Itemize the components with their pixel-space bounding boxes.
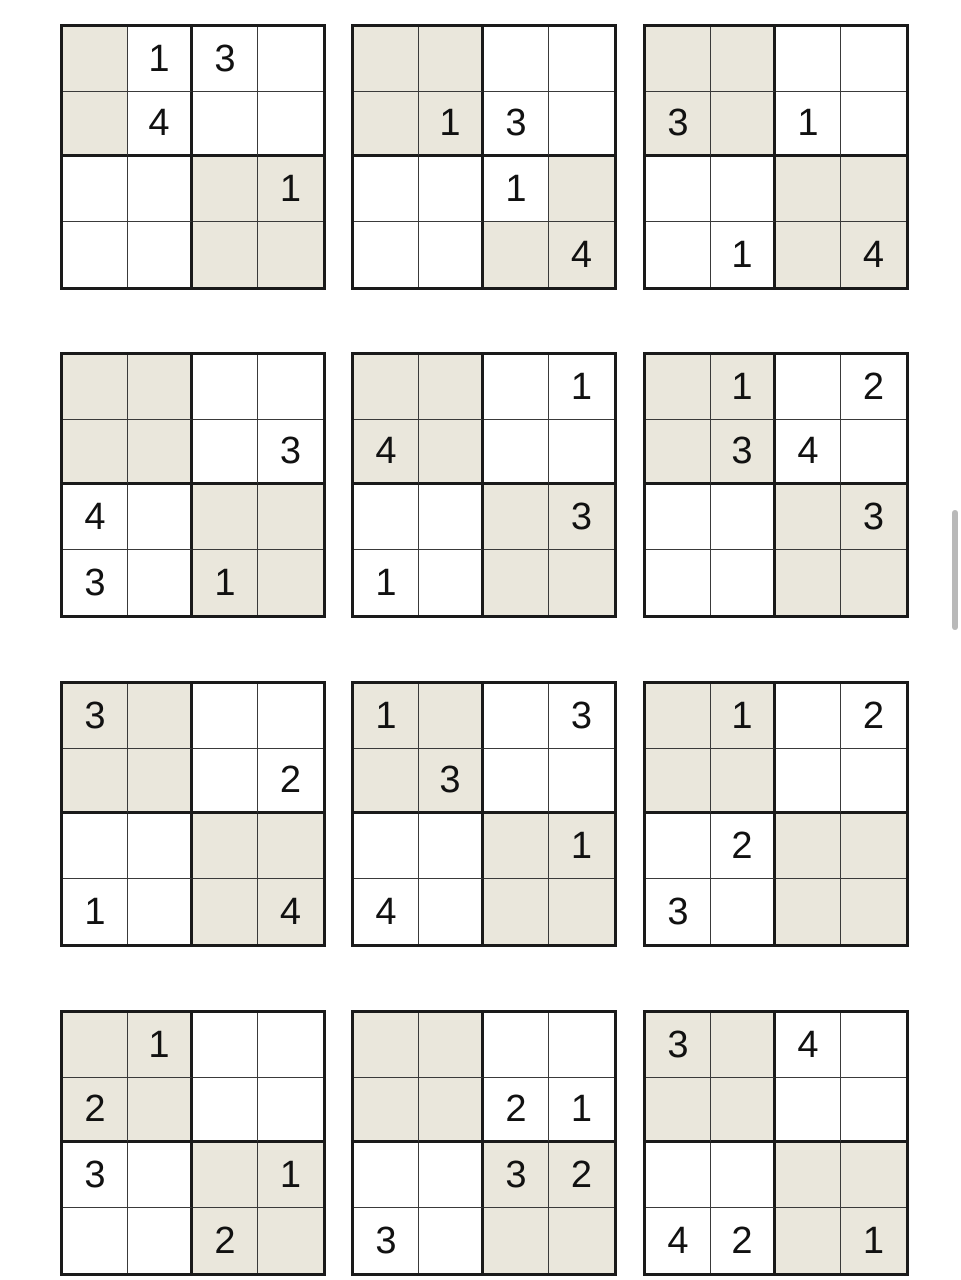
- sudoku-row: [354, 157, 614, 222]
- sudoku-cell[interactable]: 1: [549, 814, 614, 879]
- sudoku-cell[interactable]: [63, 1208, 128, 1273]
- sudoku-row: [354, 550, 614, 615]
- sudoku-cell[interactable]: [776, 222, 841, 287]
- sudoku-cell[interactable]: [484, 1208, 549, 1273]
- sudoku-cell[interactable]: [63, 814, 128, 879]
- sudoku-cell[interactable]: [484, 222, 549, 287]
- sudoku-cell[interactable]: 1: [258, 1143, 323, 1208]
- sudoku-cell[interactable]: [711, 1143, 776, 1208]
- sudoku-cell[interactable]: 1: [128, 27, 193, 92]
- sudoku-cell[interactable]: [549, 1013, 614, 1078]
- sudoku-row: [63, 1013, 323, 1078]
- sudoku-cell[interactable]: [549, 749, 614, 814]
- sudoku-cell[interactable]: 4: [841, 222, 906, 287]
- sudoku-cell[interactable]: [549, 879, 614, 944]
- sudoku-cell[interactable]: 3: [193, 27, 258, 92]
- sudoku-cell[interactable]: 1: [63, 879, 128, 944]
- sudoku-cell[interactable]: [419, 1078, 484, 1143]
- sudoku-cell[interactable]: 3: [646, 879, 711, 944]
- sudoku-row: [646, 355, 906, 420]
- sudoku-cell[interactable]: [63, 749, 128, 814]
- sudoku-cell[interactable]: 1: [549, 1078, 614, 1143]
- sudoku-row: [354, 814, 614, 879]
- sudoku-cell[interactable]: [354, 92, 419, 157]
- sudoku-grid: [643, 1010, 909, 1276]
- sudoku-cell[interactable]: [646, 157, 711, 222]
- sudoku-cell[interactable]: [646, 1078, 711, 1143]
- sudoku-row: [646, 222, 906, 287]
- sudoku-cell[interactable]: [711, 485, 776, 550]
- sudoku-row: [63, 355, 323, 420]
- sudoku-cell[interactable]: 4: [776, 420, 841, 485]
- sudoku-cell[interactable]: [841, 92, 906, 157]
- sudoku-cell[interactable]: [354, 485, 419, 550]
- sudoku-cell[interactable]: [354, 1013, 419, 1078]
- sudoku-cell[interactable]: [419, 684, 484, 749]
- sudoku-cell[interactable]: [258, 1208, 323, 1273]
- sudoku-cell[interactable]: [419, 420, 484, 485]
- sudoku-cell[interactable]: 4: [258, 879, 323, 944]
- sudoku-cell[interactable]: [646, 1143, 711, 1208]
- sudoku-cell[interactable]: [63, 92, 128, 157]
- sudoku-cell[interactable]: 3: [549, 684, 614, 749]
- sudoku-cell[interactable]: [193, 355, 258, 420]
- sudoku-cell[interactable]: 1: [258, 157, 323, 222]
- sudoku-cell[interactable]: [258, 92, 323, 157]
- sudoku-row: [63, 879, 323, 944]
- sudoku-cell[interactable]: [354, 157, 419, 222]
- sudoku-cell[interactable]: [841, 814, 906, 879]
- sudoku-cell[interactable]: [776, 1208, 841, 1273]
- sudoku-cell[interactable]: 2: [711, 814, 776, 879]
- sudoku-cell[interactable]: 2: [841, 684, 906, 749]
- sudoku-row: [354, 684, 614, 749]
- sudoku-grid: [643, 681, 909, 947]
- sudoku-row: [63, 1078, 323, 1143]
- sudoku-cell[interactable]: 2: [258, 749, 323, 814]
- sudoku-row: [354, 92, 614, 157]
- sudoku-cell[interactable]: [646, 684, 711, 749]
- sudoku-cell[interactable]: [549, 92, 614, 157]
- sudoku-row: [646, 157, 906, 222]
- sudoku-cell[interactable]: [193, 485, 258, 550]
- sudoku-row: [354, 749, 614, 814]
- sudoku-cell[interactable]: [841, 157, 906, 222]
- sudoku-row: [646, 550, 906, 615]
- sudoku-cell[interactable]: [841, 27, 906, 92]
- sudoku-row: [354, 27, 614, 92]
- sudoku-row: [63, 550, 323, 615]
- sudoku-cell[interactable]: [711, 92, 776, 157]
- sudoku-cell[interactable]: [646, 355, 711, 420]
- sudoku-grid: [351, 24, 617, 290]
- sudoku-cell[interactable]: 1: [711, 355, 776, 420]
- sudoku-cell[interactable]: [711, 1013, 776, 1078]
- sudoku-cell[interactable]: [646, 27, 711, 92]
- sudoku-cell[interactable]: [711, 27, 776, 92]
- sudoku-cell[interactable]: [711, 879, 776, 944]
- sudoku-cell[interactable]: [128, 485, 193, 550]
- sudoku-cell[interactable]: [193, 684, 258, 749]
- sudoku-cell[interactable]: [549, 550, 614, 615]
- sudoku-cell[interactable]: [193, 879, 258, 944]
- vertical-scrollbar[interactable]: [952, 510, 958, 630]
- sudoku-row: [646, 1078, 906, 1143]
- sudoku-grid: [60, 352, 326, 618]
- sudoku-cell[interactable]: [128, 222, 193, 287]
- sudoku-cell[interactable]: 1: [841, 1208, 906, 1273]
- sudoku-cell[interactable]: [258, 684, 323, 749]
- sudoku-cell[interactable]: [128, 157, 193, 222]
- sudoku-grid: [351, 681, 617, 947]
- sudoku-row: [646, 27, 906, 92]
- sudoku-cell[interactable]: [484, 1013, 549, 1078]
- sudoku-cell[interactable]: [128, 684, 193, 749]
- sudoku-cell[interactable]: [193, 749, 258, 814]
- sudoku-cell[interactable]: 3: [841, 485, 906, 550]
- sudoku-cell[interactable]: [776, 157, 841, 222]
- sudoku-cell[interactable]: 3: [63, 1143, 128, 1208]
- sudoku-cell[interactable]: [776, 485, 841, 550]
- sudoku-cell[interactable]: [354, 749, 419, 814]
- sudoku-cell[interactable]: 3: [419, 749, 484, 814]
- sudoku-cell[interactable]: 2: [711, 1208, 776, 1273]
- sudoku-cell[interactable]: [711, 157, 776, 222]
- sudoku-cell[interactable]: [419, 222, 484, 287]
- sudoku-row: [354, 1013, 614, 1078]
- sudoku-row: [646, 420, 906, 485]
- sudoku-cell[interactable]: [193, 814, 258, 879]
- sudoku-cell[interactable]: [258, 355, 323, 420]
- sudoku-cell[interactable]: [776, 749, 841, 814]
- sudoku-row: [354, 1208, 614, 1273]
- sudoku-cell[interactable]: 3: [258, 420, 323, 485]
- sudoku-cell[interactable]: [193, 420, 258, 485]
- sudoku-cell[interactable]: [63, 27, 128, 92]
- sudoku-cell[interactable]: [646, 485, 711, 550]
- sudoku-cell[interactable]: [549, 420, 614, 485]
- sudoku-cell[interactable]: [776, 550, 841, 615]
- sudoku-cell[interactable]: [193, 222, 258, 287]
- sudoku-grid: [643, 352, 909, 618]
- sudoku-cell[interactable]: [63, 420, 128, 485]
- sudoku-row: [354, 1143, 614, 1208]
- sudoku-cell[interactable]: [711, 1078, 776, 1143]
- sudoku-cell[interactable]: 1: [128, 1013, 193, 1078]
- sudoku-cell[interactable]: [419, 157, 484, 222]
- sudoku-cell[interactable]: [419, 814, 484, 879]
- sudoku-cell[interactable]: [354, 355, 419, 420]
- sudoku-grid: [60, 681, 326, 947]
- sudoku-cell[interactable]: [549, 157, 614, 222]
- sudoku-cell[interactable]: [63, 355, 128, 420]
- sudoku-cell[interactable]: 3: [549, 485, 614, 550]
- sudoku-cell[interactable]: 1: [193, 550, 258, 615]
- sudoku-cell[interactable]: [419, 1143, 484, 1208]
- sudoku-row: [63, 684, 323, 749]
- sudoku-row: [63, 1208, 323, 1273]
- sudoku-row: [63, 1143, 323, 1208]
- sudoku-cell[interactable]: [128, 1143, 193, 1208]
- sudoku-cell[interactable]: [711, 749, 776, 814]
- sudoku-row: [63, 420, 323, 485]
- sudoku-cell[interactable]: [128, 814, 193, 879]
- sudoku-cell[interactable]: [484, 814, 549, 879]
- sudoku-cell[interactable]: [63, 157, 128, 222]
- sudoku-cell[interactable]: 3: [646, 1013, 711, 1078]
- sudoku-row: [354, 222, 614, 287]
- sudoku-row: [646, 92, 906, 157]
- sudoku-row: [63, 485, 323, 550]
- sudoku-cell[interactable]: [419, 1208, 484, 1273]
- sudoku-cell[interactable]: [419, 879, 484, 944]
- sudoku-cell[interactable]: [646, 222, 711, 287]
- sudoku-row: [63, 157, 323, 222]
- sudoku-cell[interactable]: [63, 1013, 128, 1078]
- sudoku-cell[interactable]: [484, 355, 549, 420]
- sudoku-row: [646, 749, 906, 814]
- sudoku-cell[interactable]: [841, 749, 906, 814]
- sudoku-row: [63, 27, 323, 92]
- sudoku-cell[interactable]: [484, 879, 549, 944]
- sudoku-grid: [351, 352, 617, 618]
- sudoku-cell[interactable]: [776, 684, 841, 749]
- sudoku-grid: [643, 24, 909, 290]
- sudoku-cell[interactable]: 4: [549, 222, 614, 287]
- sudoku-cell[interactable]: [646, 420, 711, 485]
- sudoku-grid: [60, 24, 326, 290]
- sudoku-cell[interactable]: [646, 749, 711, 814]
- sudoku-cell[interactable]: [354, 27, 419, 92]
- sudoku-cell[interactable]: 4: [354, 879, 419, 944]
- sudoku-cell[interactable]: [776, 1143, 841, 1208]
- sudoku-cell[interactable]: [258, 27, 323, 92]
- sudoku-cell[interactable]: [193, 1078, 258, 1143]
- sudoku-cell[interactable]: 4: [776, 1013, 841, 1078]
- sudoku-row: [646, 1208, 906, 1273]
- sudoku-cell[interactable]: [258, 222, 323, 287]
- sudoku-cell[interactable]: [419, 27, 484, 92]
- sudoku-cell[interactable]: [193, 157, 258, 222]
- sudoku-cell[interactable]: 3: [711, 420, 776, 485]
- sudoku-cell[interactable]: [484, 749, 549, 814]
- sudoku-cell[interactable]: 1: [419, 92, 484, 157]
- sudoku-cell[interactable]: 4: [646, 1208, 711, 1273]
- sudoku-cell[interactable]: [193, 1013, 258, 1078]
- sudoku-row: [354, 879, 614, 944]
- sudoku-cell[interactable]: [484, 684, 549, 749]
- sudoku-cell[interactable]: [128, 1078, 193, 1143]
- sudoku-cell[interactable]: [776, 879, 841, 944]
- sudoku-row: [646, 879, 906, 944]
- sudoku-cell[interactable]: 3: [484, 92, 549, 157]
- sudoku-row: [646, 814, 906, 879]
- sudoku-cell[interactable]: 1: [711, 222, 776, 287]
- sudoku-cell[interactable]: 1: [549, 355, 614, 420]
- sudoku-cell[interactable]: [484, 550, 549, 615]
- sudoku-cell[interactable]: [646, 814, 711, 879]
- sudoku-cell[interactable]: 3: [63, 684, 128, 749]
- sudoku-cell[interactable]: [841, 420, 906, 485]
- sudoku-row: [354, 1078, 614, 1143]
- sudoku-grid: [60, 1010, 326, 1276]
- sudoku-cell[interactable]: [128, 1208, 193, 1273]
- sudoku-cell[interactable]: [776, 355, 841, 420]
- sudoku-cell[interactable]: 2: [549, 1143, 614, 1208]
- sudoku-cell[interactable]: [484, 420, 549, 485]
- sudoku-cell[interactable]: 2: [63, 1078, 128, 1143]
- sudoku-cell[interactable]: [841, 1078, 906, 1143]
- sudoku-cell[interactable]: [419, 355, 484, 420]
- sudoku-cell[interactable]: [258, 550, 323, 615]
- sudoku-cell[interactable]: [841, 1013, 906, 1078]
- sudoku-row: [354, 420, 614, 485]
- sudoku-cell[interactable]: [484, 27, 549, 92]
- sudoku-row: [646, 485, 906, 550]
- sudoku-cell[interactable]: 1: [354, 684, 419, 749]
- sudoku-cell[interactable]: 1: [354, 550, 419, 615]
- sudoku-cell[interactable]: [549, 27, 614, 92]
- sudoku-cell[interactable]: [258, 814, 323, 879]
- sudoku-cell[interactable]: [128, 749, 193, 814]
- sudoku-cell[interactable]: [419, 485, 484, 550]
- sudoku-cell[interactable]: 4: [354, 420, 419, 485]
- sudoku-cell[interactable]: 3: [646, 92, 711, 157]
- sudoku-cell[interactable]: [776, 27, 841, 92]
- sudoku-cell[interactable]: [646, 550, 711, 615]
- sudoku-row: [63, 92, 323, 157]
- sudoku-row: [354, 485, 614, 550]
- sudoku-row: [646, 684, 906, 749]
- sudoku-cell[interactable]: [128, 550, 193, 615]
- sudoku-cell[interactable]: 3: [484, 1143, 549, 1208]
- sudoku-cell[interactable]: [711, 550, 776, 615]
- sudoku-cell[interactable]: [354, 1078, 419, 1143]
- sudoku-cell[interactable]: [354, 1143, 419, 1208]
- sudoku-cell[interactable]: [549, 1208, 614, 1273]
- sudoku-cell[interactable]: 2: [193, 1208, 258, 1273]
- sudoku-cell[interactable]: 1: [776, 92, 841, 157]
- sudoku-cell[interactable]: [419, 1013, 484, 1078]
- sudoku-cell[interactable]: 1: [711, 684, 776, 749]
- sudoku-cell[interactable]: [841, 879, 906, 944]
- sudoku-cell[interactable]: 2: [841, 355, 906, 420]
- sudoku-cell[interactable]: [776, 1078, 841, 1143]
- sudoku-cell[interactable]: [128, 420, 193, 485]
- sudoku-cell[interactable]: [354, 814, 419, 879]
- sudoku-cell[interactable]: 1: [484, 157, 549, 222]
- sudoku-cell[interactable]: [63, 222, 128, 287]
- sudoku-cell[interactable]: [841, 1143, 906, 1208]
- sudoku-row: [646, 1013, 906, 1078]
- sudoku-cell[interactable]: 4: [63, 485, 128, 550]
- sudoku-grid: [351, 1010, 617, 1276]
- sudoku-cell[interactable]: 3: [63, 550, 128, 615]
- sudoku-cell[interactable]: [258, 485, 323, 550]
- sudoku-cell[interactable]: [841, 550, 906, 615]
- sudoku-cell[interactable]: 2: [484, 1078, 549, 1143]
- sudoku-cell[interactable]: 4: [128, 92, 193, 157]
- sudoku-cell[interactable]: [258, 1013, 323, 1078]
- sudoku-cell[interactable]: [354, 222, 419, 287]
- sudoku-cell[interactable]: [419, 550, 484, 615]
- sudoku-cell[interactable]: [776, 814, 841, 879]
- sudoku-cell[interactable]: [484, 485, 549, 550]
- sudoku-cell[interactable]: [193, 1143, 258, 1208]
- sudoku-cell[interactable]: [193, 92, 258, 157]
- sudoku-row: [63, 814, 323, 879]
- sudoku-row: [646, 1143, 906, 1208]
- sudoku-cell[interactable]: 3: [354, 1208, 419, 1273]
- sudoku-cell[interactable]: [128, 879, 193, 944]
- sudoku-row: [63, 749, 323, 814]
- sudoku-cell[interactable]: [258, 1078, 323, 1143]
- sudoku-cell[interactable]: [128, 355, 193, 420]
- sudoku-row: [63, 222, 323, 287]
- sudoku-row: [354, 355, 614, 420]
